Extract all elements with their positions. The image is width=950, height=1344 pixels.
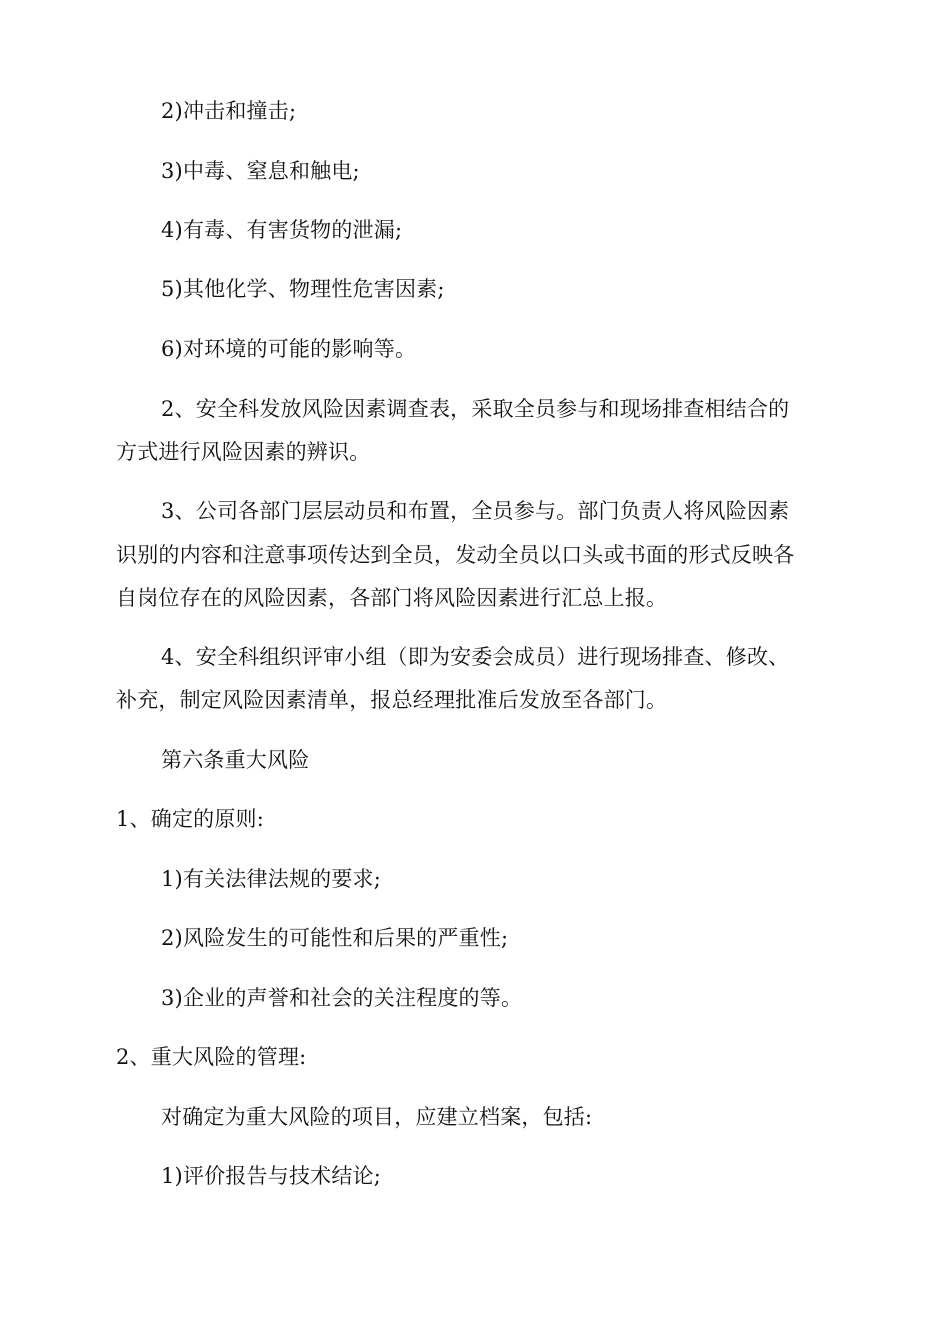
text-line: 对确定为重大风险的项目，应建立档案，包括: — [161, 1105, 593, 1129]
list-item: 2)风险发生的可能性和后果的严重性; — [161, 926, 509, 950]
paragraph-line: 方式进行风险因素的辨识。 — [116, 440, 371, 464]
paragraph-line: 3、公司各部门层层动员和布置，全员参与。部门负责人将风险因素 — [161, 499, 790, 523]
list-item: 3)企业的声誉和社会的关注程度的等。 — [161, 986, 523, 1010]
subsection-heading: 2、重大风险的管理: — [116, 1045, 307, 1069]
paragraph-line: 自岗位存在的风险因素，各部门将风险因素进行汇总上报。 — [116, 586, 668, 610]
list-item: 1)有关法律法规的要求; — [161, 867, 382, 891]
paragraph-line: 4、安全科组织评审小组（即为安委会成员）进行现场排查、修改、 — [161, 645, 790, 669]
text-line: 2)冲击和撞击; — [161, 99, 297, 123]
paragraph-line: 识别的内容和注意事项传达到全员，发动全员以口头或书面的形式反映各 — [116, 543, 795, 567]
text-line: 6)对环境的可能的影响等。 — [161, 337, 417, 361]
subsection-heading: 1、确定的原则: — [116, 807, 265, 831]
text-line: 3)中毒、窒息和触电; — [161, 159, 360, 183]
paragraph-line: 补充，制定风险因素清单，报总经理批准后发放至各部门。 — [116, 688, 668, 712]
paragraph-line: 2、安全科发放风险因素调查表，采取全员参与和现场排查相结合的 — [161, 397, 790, 421]
section-heading: 第六条重大风险 — [161, 748, 310, 772]
text-line: 5)其他化学、物理性危害因素; — [161, 277, 445, 301]
list-item: 1)评价报告与技术结论; — [161, 1164, 382, 1188]
text-line: 4)有毒、有害货物的泄漏; — [161, 218, 403, 242]
